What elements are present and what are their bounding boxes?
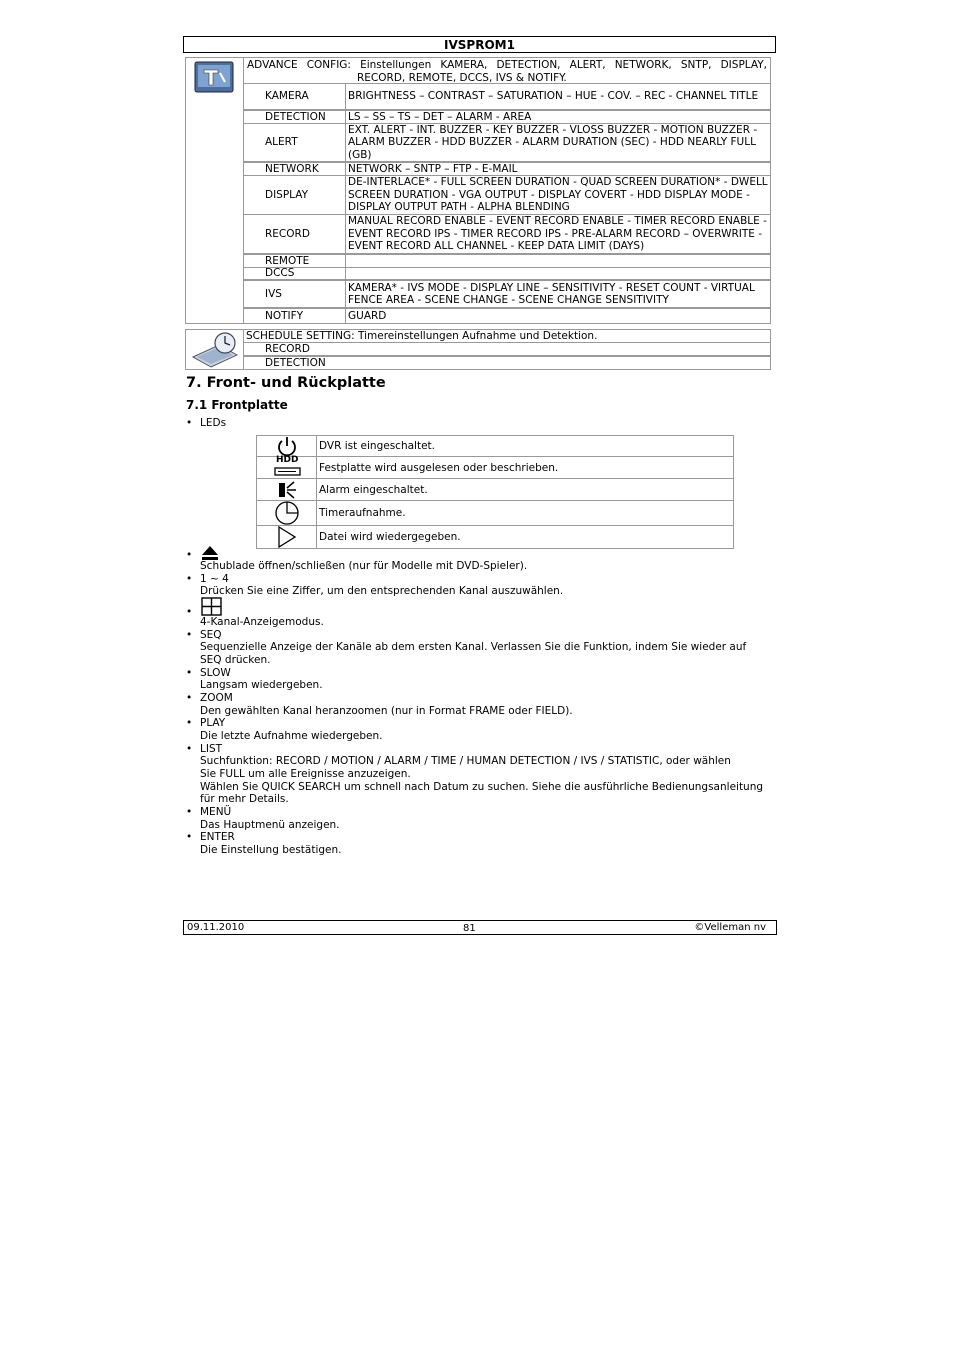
quad-desc: 4-Kanal-Anzeigemodus. [200,616,324,628]
advance-config-key: KAMERA [243,83,346,110]
timer-icon [274,501,300,525]
bullet: • [186,806,193,818]
advance-config-value [345,267,771,280]
led-icon-cell [257,457,317,479]
numbers-title: 1 ~ 4 [200,573,229,585]
menu-desc: Das Hauptmenü anzeigen. [200,819,340,831]
led-icon-cell [257,526,317,549]
schedule-row-detection: DETECTION [243,356,771,370]
bullet: • [186,549,193,561]
advance-config-key: NOTIFY [243,308,346,324]
bullet: • [186,573,193,585]
schedule-intro: SCHEDULE SETTING: Timereinstellungen Aufnahme und Detektion. [243,329,771,343]
seq-desc: Sequenzielle Anzeige der Kanäle ab dem ersten Kanal. Verlassen Sie die Funktion, indem Sie wieder auf [200,641,747,653]
bullet: • [186,692,193,704]
slow-title: SLOW [200,667,231,679]
advance-config-key: ALERT [243,123,346,162]
advance-config-value: EXT. ALERT - INT. BUZZER - KEY BUZZER - VLOSS BUZZER - MOTION BUZZER - ALARM BUZZER - HDD BUZZER - ALARM DURATION (SEC) - HDD NEARLY FULL (GB) [345,123,771,162]
led-row [257,436,734,457]
footer-date: 09.11.2010 [187,922,245,933]
led-table [256,435,734,549]
enter-title: ENTER [200,831,235,843]
advance-config-intro: ADVANCE CONFIG: Einstellungen KAMERA, DETECTION, ALERT, NETWORK, SNTP, DISPLAY, RECORD, REMOTE, DCCS, IVS & NOTIFY. [243,57,771,84]
bullet: • [186,717,193,729]
footer-page-number: 81 [463,923,476,934]
led-icon-cell [257,436,317,457]
led-row [257,526,734,549]
zoom-title: ZOOM [200,692,233,704]
play-icon [276,526,298,548]
clock-calendar-icon [189,331,241,369]
play-desc: Die letzte Aufnahme wiedergeben. [200,730,383,742]
hdd-icon: HDD [257,457,316,478]
bullet: • [186,831,193,843]
led-text-play: Datei wird wiedergegeben. [317,526,734,549]
eject-desc: Schublade öffnen/schließen (nur für Modelle mit DVD-Spieler). [200,560,528,572]
advance-config-key: DCCS [243,267,346,280]
menu-title: MENÜ [200,806,232,818]
numbers-desc: Drücken Sie eine Ziffer, um den entsprechenden Kanal auszuwählen. [200,585,564,597]
bullet: • [186,417,193,429]
page-footer [183,920,777,935]
led-row [257,501,734,526]
advance-config-key: NETWORK [243,162,346,176]
section-title: 7. Front- und Rückplatte [186,375,386,391]
enter-desc: Die Einstellung bestätigen. [200,844,342,856]
advance-config-icon-cell [185,57,244,324]
led-row [257,457,734,479]
slow-desc: Langsam wiedergeben. [200,679,323,691]
led-icon-cell [257,501,317,526]
advance-config-value: NETWORK – SNTP – FTP - E-MAIL [345,162,771,176]
advance-config-value: LS – SS – TS – DET – ALARM - AREA [345,110,771,124]
schedule-row-record: RECORD [243,342,771,356]
advance-config-key: IVS [243,280,346,308]
alarm-icon [276,480,298,500]
bullet: • [186,667,193,679]
tools-icon [194,61,234,93]
advance-config-value: BRIGHTNESS – CONTRAST – SATURATION – HUE - COV. – REC - CHANNEL TITLE [345,83,771,110]
schedule-icon-cell [185,329,244,370]
advance-config-value [345,254,771,268]
advance-config-key: DETECTION [243,110,346,124]
quad-icon [201,597,223,617]
bullet: • [186,743,193,755]
led-row [257,479,734,501]
bullet: • [186,629,193,641]
advance-config-key: RECORD [243,214,346,254]
bullet: • [186,606,193,618]
seq-title: SEQ [200,629,222,641]
zoom-desc: Den gewählten Kanal heranzoomen (nur in Format FRAME oder FIELD). [200,705,573,717]
led-text-power: DVR ist eingeschaltet. [317,436,734,457]
list-desc: Suchfunktion: RECORD / MOTION / ALARM / TIME / HUMAN DETECTION / IVS / STATISTIC, oder wählen [200,755,731,767]
document-title: IVSPROM1 [183,36,776,53]
advance-config-value: DE-INTERLACE* - FULL SCREEN DURATION - QUAD SCREEN DURATION* - DWELL SCREEN DURATION - VGA OUTPUT - DISPLAY COVERT - HDD DISPLAY MODE - DISPLAY OUTPUT PATH - ALPHA BLENDING [345,175,771,215]
list-desc-4: für mehr Details. [200,793,289,805]
footer-copyright: ©Velleman nv [694,922,766,933]
led-text-alarm: Alarm eingeschaltet. [317,479,734,501]
advance-config-value: GUARD [345,308,771,324]
advance-config-key: DISPLAY [243,175,346,215]
advance-config-key: REMOTE [243,254,346,268]
eject-icon [201,545,219,561]
power-icon [276,436,298,456]
list-desc-2: Sie FULL um alle Ereignisse anzuzeigen. [200,768,411,780]
advance-config-value: MANUAL RECORD ENABLE - EVENT RECORD ENABLE - TIMER RECORD ENABLE - EVENT RECORD IPS - TIMER RECORD IPS - PRE-ALARM RECORD – OVERWRITE - EVENT RECORD ALL CHANNEL - KEEP DATA LIMIT (DAYS) [345,214,771,254]
led-text-hdd: Festplatte wird ausgelesen oder beschrieben. [317,457,734,479]
led-text-timer: Timeraufnahme. [317,501,734,526]
subsection-title: 7.1 Frontplatte [186,398,288,412]
play-title: PLAY [200,717,226,729]
list-title: LIST [200,743,223,755]
list-desc-3: Wählen Sie QUICK SEARCH um schnell nach Datum zu suchen. Siehe die ausführliche Bedienungsanleitung [200,781,764,793]
leds-label: LEDs [200,417,227,429]
seq-desc-2: SEQ drücken. [200,654,271,666]
led-icon-cell [257,479,317,501]
advance-config-value: KAMERA* - IVS MODE - DISPLAY LINE – SENSITIVITY - RESET COUNT - VIRTUAL FENCE AREA - SCENE CHANGE - SCENE CHANGE SENSITIVITY [345,280,771,308]
